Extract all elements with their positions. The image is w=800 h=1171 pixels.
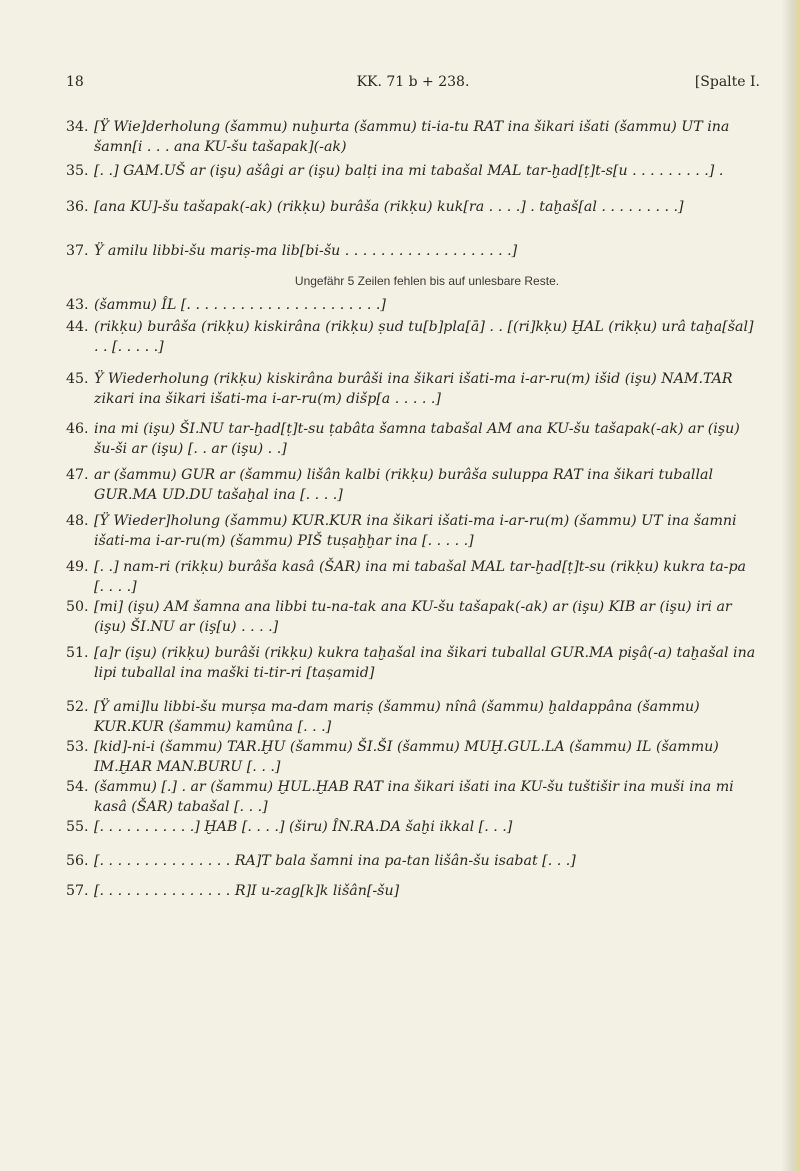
line-number: 37. xyxy=(66,243,89,259)
line-number: 44. xyxy=(66,319,89,335)
line-text: (šammu) ÎL [. . . . . . . . . . . . . . . . . . . . . .] xyxy=(94,297,386,313)
line-55 xyxy=(66,817,760,839)
line-number: 43. xyxy=(66,297,89,313)
line-number: 57. xyxy=(66,883,89,899)
line-number: 56. xyxy=(66,853,89,869)
line-number: 53. xyxy=(66,739,89,755)
line-number: 35. xyxy=(66,163,89,179)
line-number: 47. xyxy=(66,467,89,483)
line-text: [kid]-ni-i (šammu) TAR.ḪU (šammu) ŠI.ŠI (šammu) MUḪ.GUL.LA (šammu) IL (šammu) IM.ḪAR MAN.BURU [. . .] xyxy=(94,739,719,775)
line-number: 36. xyxy=(66,199,89,215)
line-text: [Ÿ Wieder]holung (šammu) KUR.KUR ina šikari išati-ma i-ar-ru(m) (šammu) UT ina šamni išati-ma i-ar-ru(m) (šammu) PIŠ tuṣaḫḫar ina [. . . . .] xyxy=(94,513,737,549)
line-text: ar (šammu) GUR ar (šammu) lišân kalbi (rikḳu) burâša suluppa RAT ina šikari tuballal GUR.MA UD.DU tašaḫal ina [. . . .] xyxy=(94,467,713,503)
line-45 xyxy=(66,369,760,413)
line-number: 50. xyxy=(66,599,89,615)
line-text: [. . . . . . . . . . . . . . . R]I u-zag[k]k lišân[-šu] xyxy=(94,883,400,899)
line-51 xyxy=(66,643,760,683)
line-number: 49. xyxy=(66,559,89,575)
column-label: [Spalte I. xyxy=(694,74,760,90)
line-36 xyxy=(66,197,760,233)
line-50 xyxy=(66,597,760,637)
line-text: [. .] nam-ri (rikḳu) burâša kasâ (ŠAR) ina mi tabašal MAL tar-ḫad[ṭ]t-su (rikḳu) kukra ta-pa [. . . .] xyxy=(94,559,747,595)
line-number: 48. xyxy=(66,513,89,529)
page-header xyxy=(66,74,760,96)
line-text: (šammu) [.] . ar (šammu) ḪUL.ḪAB RAT ina šikari išati ina KU-šu tuštišir ina muši ina mi kasâ (ŠAR) tabašal [. . .] xyxy=(94,779,734,815)
line-number: 45. xyxy=(66,371,89,387)
line-text: [. .] GAM.UŠ ar (işu) ašâgi ar (işu) balṭi ina mi tabašal MAL tar-ḫad[ṭ]t-s[u . . . . . . . . .] . xyxy=(94,163,724,179)
transliteration-lines xyxy=(66,117,760,903)
line-text: [Ÿ Wie]derholung (šammu) nuḫurta (šammu) ti-ia-tu RAT ina šikari išati (šammu) UT ina šamn[i . . . ana KU-šu tašapak](-ak) xyxy=(94,119,730,155)
line-text: Ÿ amilu libbi-šu mariṣ-ma lib[bi-šu . . . . . . . . . . . . . . . . . . .] xyxy=(94,243,518,259)
line-49 xyxy=(66,557,760,597)
line-44 xyxy=(66,317,760,363)
line-54 xyxy=(66,777,760,817)
line-34 xyxy=(66,117,760,157)
line-number: 52. xyxy=(66,699,89,715)
line-52 xyxy=(66,697,760,737)
line-text: [. . . . . . . . . . .] ḪAB [. . . .] (širu) ÎN.RA.DA šaḫi ikkal [. . .] xyxy=(94,819,513,835)
tablet-reference: KK. 71 b + 238. xyxy=(356,74,470,90)
page-edge-shadow xyxy=(782,0,800,1171)
line-46 xyxy=(66,419,760,459)
line-37 xyxy=(66,241,760,271)
line-text: (rikḳu) burâša (rikḳu) kiskirâna (rikḳu) ṣud tu[b]pla[ā] . . [(ri]kḳu) ḪAL (rikḳu) urâ taḫa[šal] . . [. . . . .] xyxy=(94,319,754,355)
line-number: 34. xyxy=(66,119,89,135)
line-text: [mi] (işu) AM šamna ana libbi tu-na-tak ana KU-šu tašapak(-ak) ar (işu) KIB ar (işu) iri ar (işu) ŠI.NU ar (iş[u) . . . .] xyxy=(94,599,732,635)
line-56 xyxy=(66,851,760,873)
line-text: [a]r (işu) (rikḳu) burâši (rikḳu) kukra taḫašal ina šikari tuballal GUR.MA pişâ(-a) taḫašal ina lipi tuballal ina maški ti-tir-ri [tașamid] xyxy=(94,645,756,681)
line-48 xyxy=(66,511,760,551)
page-number: 18 xyxy=(66,74,84,90)
note-text: Ungefähr 5 Zeilen fehlen bis auf unlesbare Reste. xyxy=(294,274,560,288)
line-43 xyxy=(66,295,760,317)
line-number: 54. xyxy=(66,779,89,795)
line-57 xyxy=(66,881,760,903)
line-35 xyxy=(66,161,760,197)
line-number: 55. xyxy=(66,819,89,835)
line-number: 46. xyxy=(66,421,89,437)
line-53 xyxy=(66,737,760,777)
line-text: ina mi (işu) ŠI.NU tar-ḫad[ṭ]t-su ṭabâta šamna tabašal AM ana KU-šu tašapak(-ak) ar (işu) šu-ši ar (işu) [. . ar (işu) . .] xyxy=(94,421,740,457)
line-47 xyxy=(66,465,760,505)
line-number: 51. xyxy=(66,645,89,661)
lacuna-note xyxy=(66,271,760,295)
line-text: [Ÿ ami]lu libbi-šu murṣa ma-dam mariṣ (šammu) nînâ (šammu) ḫaldappâna (šammu) KUR.KUR (šammu) kamûna [. . .] xyxy=(94,699,700,735)
line-text: [ana KU]-šu tašapak(-ak) (rikḳu) burâša (rikḳu) kuk[ra . . . .] . taḫaš[al . . . . . . . . .] xyxy=(94,199,684,215)
line-text: [. . . . . . . . . . . . . . . RA]T bala šamni ina pa-tan lišân-šu isabat [. . .] xyxy=(94,853,576,869)
line-text: Ÿ Wiederholung (rikḳu) kiskirâna burâši ina šikari išati-ma i-ar-ru(m) išid (işu) NAM.TAR zikari ina šikari išati-ma i-ar-ru(m) dišp[a . . . . .] xyxy=(94,371,733,407)
